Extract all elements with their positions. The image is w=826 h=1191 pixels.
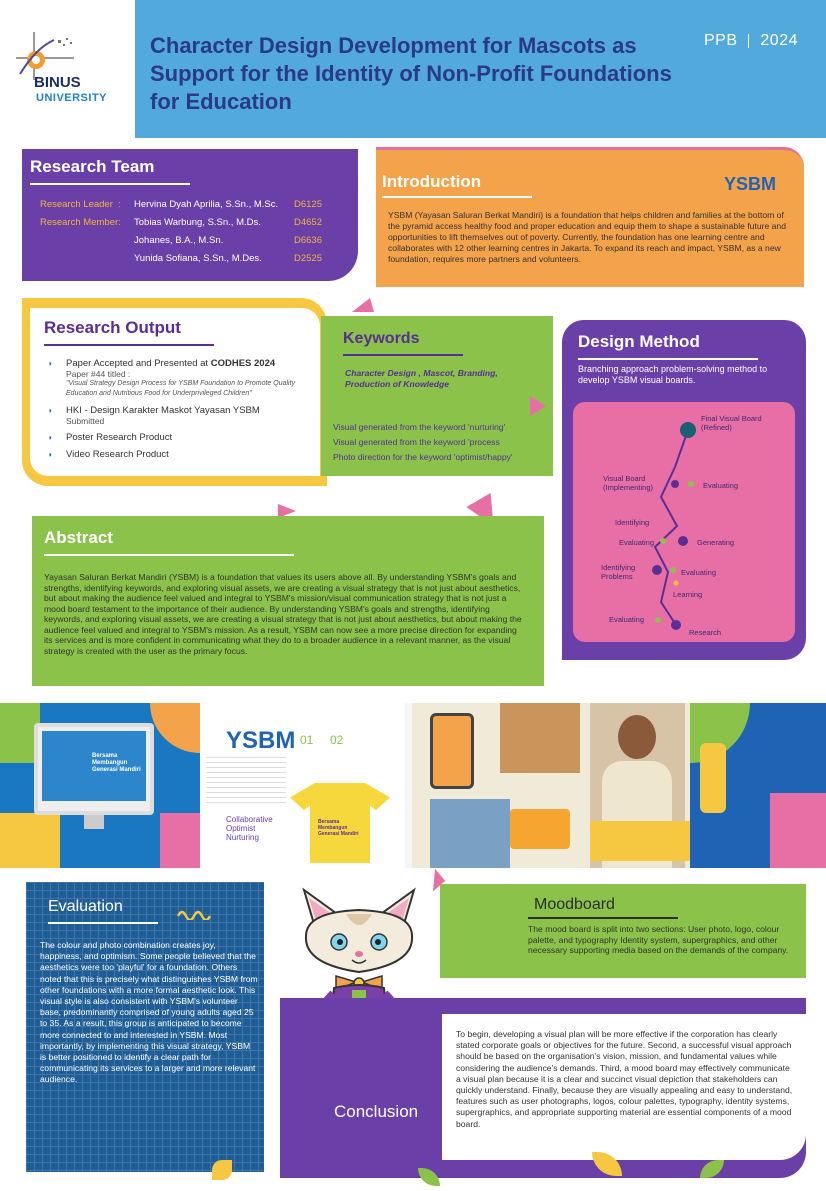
heading-rule bbox=[44, 344, 214, 346]
member-name: Hervina Dyah Aprilia, S.Sn., M.Sc. bbox=[134, 199, 279, 210]
color-block bbox=[160, 813, 200, 868]
item-title-bold: CODHES 2024 bbox=[210, 358, 276, 369]
member-code: D6636 bbox=[294, 235, 322, 246]
colon: : bbox=[118, 217, 121, 228]
item-title: Poster Research Product bbox=[66, 432, 173, 443]
evaluation-text: The colour and photo combination creates joy, happiness, and optimism. Some people believed that the aesthetics were too 'playful' for a foundation. Others noted that this is precisely what distinguishes YSBM from other foundations with a more formal aesthetic look. This visual style is also consistent with YSBM's volunteer base, predominantly comprised of young adults aged 25 to 35. As a result, this group is anticipated to become more connected to and interested in YSBM. Most importantly, by implementing this visual strategy, YSBM is better positioned to identify a clear path for communicating its services to a larger and more relevant audience. bbox=[40, 940, 258, 1085]
leader-role: Research Leader bbox=[40, 199, 113, 210]
design-method-panel bbox=[562, 320, 806, 660]
item-sub: Submitted bbox=[66, 416, 105, 426]
research-team-panel bbox=[22, 149, 358, 281]
separator bbox=[748, 34, 749, 48]
member-role: Research Member bbox=[40, 217, 119, 228]
abstract-text: Yayasan Saluran Berkat Mandiri (YSBM) is a foundation that values its users above all. By understanding YSBM's goals and strengths, identifying keywords, and exploring visual assets, we are creating a visual strategy that is not just about aesthetics, but about making the audience feel valued and integral to YSBM's mission/visual communication strategy that is not just a mood board testament to the importance of their audience. By understanding YSBM's goals and strengths, identifying keywords, and exploring visual assets, we are creating a visual strategy that is not just about aesthetics, but about making the audience feel valued and integral to YSBM's mission. As a result, YSBM can now see a more precise direction for expanding its services and is more confident in communicating what they do to a broader audience in a relevant manner, as the visual strategy is created with the user as the primary focus. bbox=[44, 572, 522, 656]
strip-tagline: Collaborative Optimist Nurturing bbox=[226, 815, 273, 842]
research-output-heading: Research Output bbox=[44, 318, 181, 337]
evaluation-heading: Evaluation bbox=[48, 898, 123, 915]
moodboard-panel bbox=[440, 884, 806, 978]
list-item bbox=[48, 405, 316, 426]
bullet-icon: ◗ bbox=[48, 450, 53, 459]
visual-note: Visual generated from the keyword 'nurturing' bbox=[333, 422, 506, 432]
design-method-heading: Design Method bbox=[578, 332, 700, 351]
member-code: D6125 bbox=[294, 199, 322, 210]
branching-path bbox=[573, 402, 795, 642]
member-code: D4652 bbox=[294, 217, 322, 228]
node-label: Visual Board (Implementing) bbox=[603, 474, 654, 492]
node-label: Research bbox=[689, 628, 722, 637]
colon: : bbox=[118, 199, 121, 210]
heading-rule bbox=[44, 554, 294, 556]
photo-kids bbox=[430, 799, 510, 868]
heading-rule bbox=[48, 922, 158, 924]
bottle-mockup bbox=[700, 743, 726, 813]
visual-note: Photo direction for the keyword 'optimist/happy' bbox=[333, 452, 513, 462]
tshirt-print: Bersama Membangun Generasi Mandiri bbox=[318, 819, 359, 837]
bullet-icon: ◗ bbox=[48, 406, 53, 415]
photo-child bbox=[500, 703, 580, 773]
header-program-year bbox=[704, 32, 798, 50]
program-label: PPB bbox=[703, 32, 738, 49]
list-item bbox=[48, 358, 316, 399]
node-label: Generating bbox=[697, 538, 735, 547]
introduction-text: YSBM (Yayasan Saluran Berkat Mandiri) is a foundation that helps children and families at the bottom of the pyramid access healthy food and proper education and equip them to shape a sustainable future and opportunities to lift themselves out of poverty. Currently, the foundation has one learning centre and collaborates with 12 other learning centres in Jakarta. To expand its reach and impact, YSBM, as a new foundation, requires more partners and volunteers. bbox=[388, 210, 786, 264]
node-label: Evaluating bbox=[681, 568, 717, 577]
strip-number: 01 bbox=[300, 733, 314, 747]
ysbm-logo: YSBM bbox=[226, 727, 296, 754]
bullet-icon: ◗ bbox=[48, 433, 53, 442]
ysbm-logo: YSBM bbox=[723, 174, 776, 194]
branching-diagram bbox=[573, 402, 795, 642]
member-name: Tobias Warbung, S.Sn., M.Ds. bbox=[134, 217, 261, 228]
list-item bbox=[48, 432, 316, 443]
heading-rule bbox=[30, 183, 190, 185]
visual-note: Visual generated from the keyword 'process bbox=[333, 437, 500, 447]
photo-man-head bbox=[618, 715, 656, 759]
keyword-list: Character Design , Mascot, Branding, Production of Knowledge bbox=[345, 368, 498, 389]
visual-board-strip bbox=[0, 703, 826, 868]
triangle-decoration bbox=[352, 298, 374, 312]
node-label: Learning bbox=[673, 590, 703, 599]
moodboard-heading: Moodboard bbox=[534, 896, 615, 913]
node-label: Final Visual Board (Refined) bbox=[701, 414, 762, 432]
list-item bbox=[48, 449, 316, 460]
year-label: 2024 bbox=[760, 32, 798, 49]
heading-rule bbox=[528, 917, 678, 919]
monitor-stand bbox=[84, 815, 104, 829]
heading-rule bbox=[382, 196, 532, 198]
heading-rule bbox=[343, 354, 463, 356]
node-label: Evaluating bbox=[703, 481, 739, 490]
logo-bottom-text: UNIVERSITY bbox=[36, 92, 108, 104]
keywords-panel bbox=[321, 316, 553, 476]
color-block bbox=[0, 813, 60, 868]
conclusion-text: To begin, developing a visual plan will be more effective if the corporation has clearly stated corporate goals or objectives for the future. Second, a successful visual approach should be based on the organisation's vision, mission, and fundamental values while considering the audience's demands. Third, a mood board may effectively communicate a visual plan because it is a clear and succinct visual depiction that stakeholders can quickly understand. Finally, because they are visually appealing and easy to understand, features such as user photographs, logos, colour palettes, typography, identity systems, supergraphics, and appropriate supporting material are essential components of a mood board. bbox=[456, 1029, 793, 1129]
research-output-list bbox=[48, 358, 316, 466]
keywords-heading: Keywords bbox=[343, 330, 420, 347]
item-title: HKI - Design Karakter Maskot Yayasan YSBM bbox=[66, 405, 260, 416]
abstract-heading: Abstract bbox=[44, 528, 113, 547]
introduction-panel bbox=[376, 147, 804, 287]
abstract-panel bbox=[32, 516, 544, 686]
triangle-decoration bbox=[530, 396, 546, 416]
text-lines bbox=[206, 757, 286, 807]
item-title: Video Research Product bbox=[66, 449, 169, 460]
yellow-crate bbox=[590, 821, 690, 861]
node-label: Evaluating bbox=[609, 615, 645, 624]
research-team-heading: Research Team bbox=[30, 157, 155, 176]
item-detail: "Visual Strategy Design Process for YSBM Foundation to Promote Quality Education and Nutritious Food for Underprivileged Children" bbox=[66, 380, 296, 397]
node-label: Evaluating bbox=[619, 538, 655, 547]
pattern-block bbox=[770, 793, 826, 868]
yellow-box bbox=[510, 809, 570, 849]
member-name: Johanes, B.A., M.Sn. bbox=[134, 235, 224, 246]
bullet-icon: ◗ bbox=[48, 359, 53, 368]
member-code: D2525 bbox=[294, 253, 322, 264]
design-method-text: Branching approach problem-solving method to develop YSBM visual boards. bbox=[578, 364, 768, 385]
moodboard-text: The mood board is split into two sections: User photo, logo, colour palette, and typography Identity system, supergraphics, and other necessary supporting media based on the demands of the company. bbox=[528, 924, 789, 956]
phone-mockup bbox=[430, 713, 474, 789]
monitor-headline: Bersama Membangun Generasi Mandiri bbox=[92, 753, 141, 773]
member-name: Yunida Sofiana, S.Sn., M.Des. bbox=[134, 253, 262, 264]
logo-top-text: BINUS bbox=[34, 74, 81, 91]
evaluation-panel bbox=[26, 882, 264, 1172]
node-label: Identifying bbox=[615, 518, 650, 527]
research-output-panel bbox=[30, 308, 320, 476]
logo-area bbox=[0, 0, 135, 138]
squiggle-icon bbox=[176, 906, 212, 920]
item-sub: Paper #44 titled : bbox=[66, 369, 131, 379]
node-label: Identifying Problems bbox=[601, 563, 636, 581]
introduction-heading: Introduction bbox=[382, 172, 482, 191]
strip-number: 02 bbox=[330, 733, 344, 747]
conclusion-heading: Conclusion bbox=[334, 1102, 419, 1121]
leaf-decoration bbox=[212, 1160, 232, 1180]
page-title: Character Design Development for Mascots as Support for the Identity of Non-Profit Foundations for Education bbox=[150, 33, 672, 114]
item-title: Paper Accepted and Presented at bbox=[66, 358, 211, 369]
heading-rule bbox=[578, 358, 758, 360]
